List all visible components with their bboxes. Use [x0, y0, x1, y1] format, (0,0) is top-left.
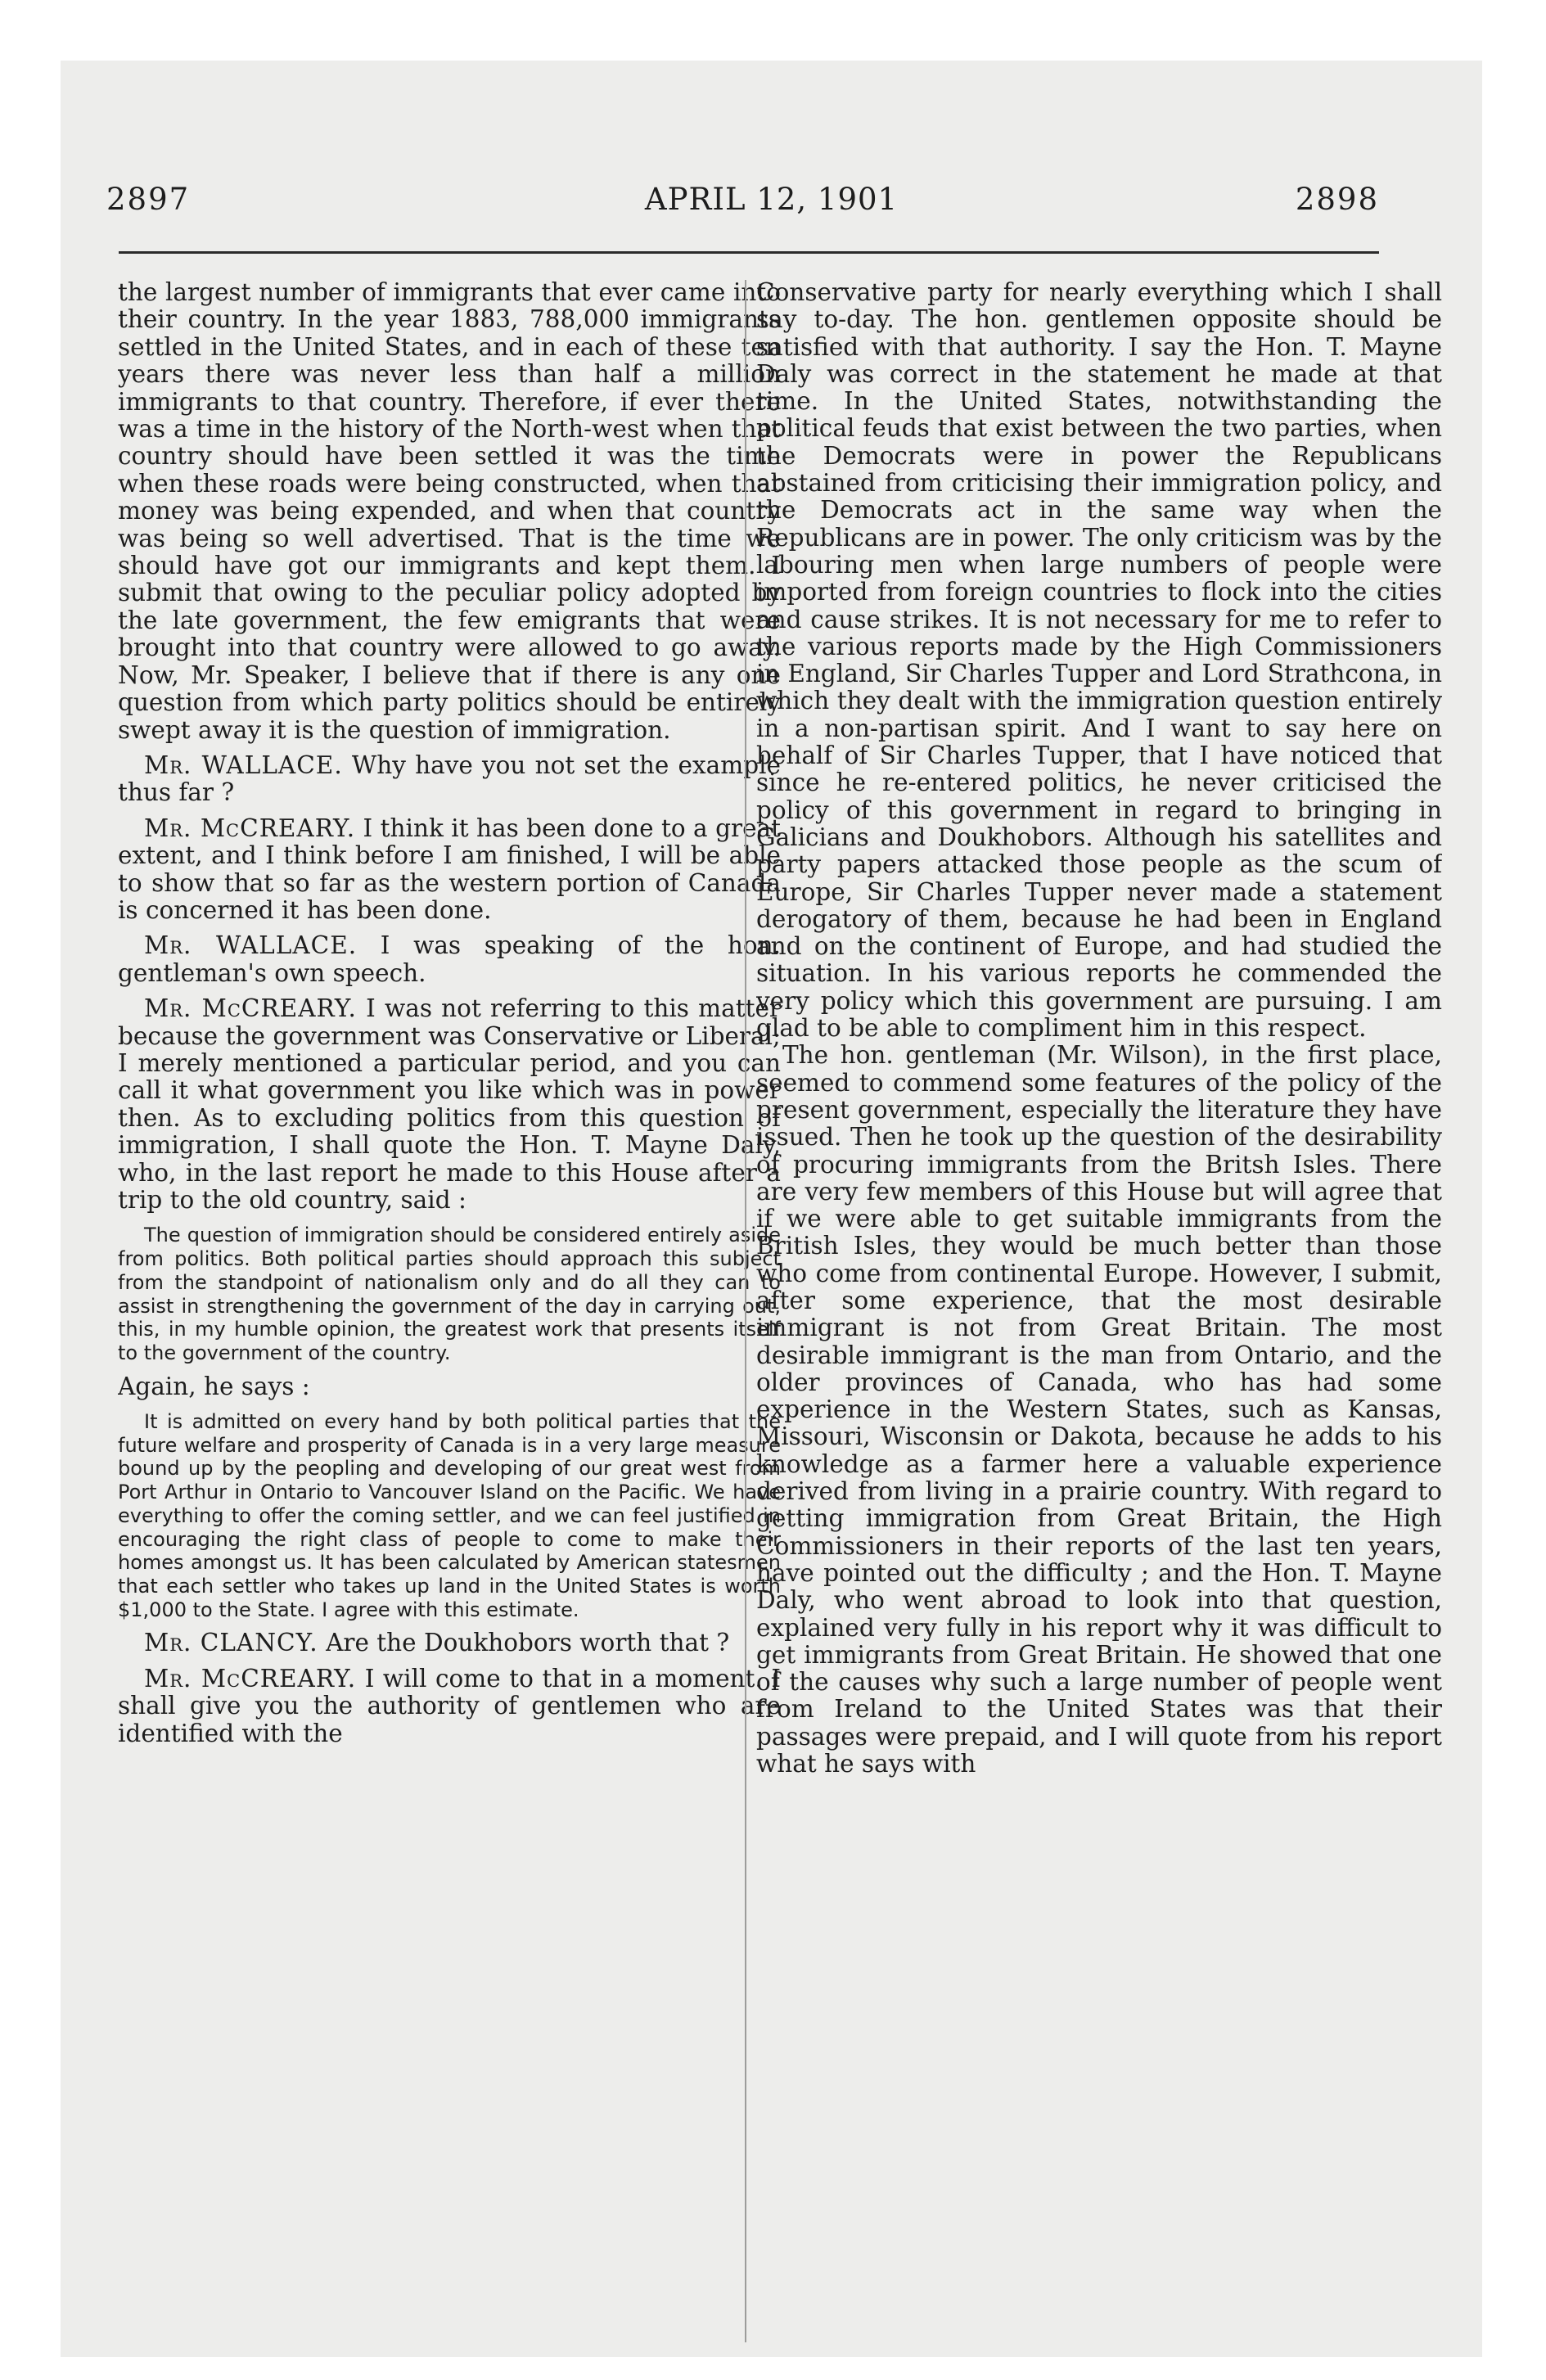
- paragraph: [756, 279, 1442, 1042]
- speech-paragraph: [118, 815, 781, 925]
- paragraph-text: Why have you not set the example thus far ?: [118, 751, 781, 807]
- paragraph-text: I think it has been done to a great extent, and I think before I am finished, I will be able to show that so far as the western portion of Canada is concerned it has been done.: [118, 814, 781, 924]
- paragraph-text: I was speaking of the hon. gentleman's own speech.: [118, 931, 781, 987]
- speaker-name: Mr. WALLACE.: [144, 931, 358, 960]
- speaker-name: Mr. McCREARY.: [144, 994, 357, 1023]
- left-column: [118, 279, 781, 1747]
- speaker-name: Mr. McCREARY.: [144, 814, 356, 842]
- scanned-page: [61, 61, 1482, 2357]
- header-rule: [119, 251, 1379, 254]
- paragraph: [118, 279, 781, 744]
- page-number-left: 2897: [106, 182, 191, 217]
- speaker-name: Mr. WALLACE.: [144, 751, 343, 779]
- paragraph-text: Conservative party for nearly everything which I shall say to-day. The hon. gentlemen opposite should be satisfied with that authority. I say the Hon. T. Mayne Daly was correct in the statement he made at that time. In the United States, notwithstanding the political feuds that exist between the two parties, when the Democrats were in power the Republicans abstained from criticising their immigration policy, and the Democrats act in the same way when the Republicans are in power. The only criticism was by the labouring men when large numbers of people were imported from foreign countries to flock into the cities and cause strikes. It is not necessary for me to refer to the various reports made by the High Commissioners in England, Sir Charles Tupper and Lord Strathcona, in which they dealt with the immigration question entirely in a non-partisan spirit. And I want to say here on behalf of Sir Charles Tupper, that I have noticed that since he re-entered politics, he never criticised the policy of this government in regard to bringing in Galicians and Doukhobors. Although his satellites and party papers attacked those people as the scum of Europe, Sir Charles Tupper never made a statement derogatory of them, because he had been in England and on the continent of Europe, and had studied the situation. In his various reports he commended the very policy which this government are pursuing. I am glad to be able to compliment him in this respect.: [756, 279, 1442, 1043]
- column-divider: [745, 280, 746, 2342]
- speech-paragraph: [118, 752, 781, 807]
- speech-paragraph: [118, 1666, 781, 1747]
- paragraph-text: Are the Doukhobors worth that ?: [326, 1629, 730, 1657]
- block-quote: It is admitted on every hand by both political parties that the future welfare and prosperity of Canada is in a very large measure bound up by the peopling and developing of our great west from Port Arthur in Ontario to Vancouver Island on the Pacific. We have everything to offer the coming settler, and we can feel justified in encouraging the right class of people to come to make their homes amongst us. It has been calculated by American statesmen that each settler who takes up land in the United States is worth $1,000 to the State. I agree with this estimate.: [118, 1410, 781, 1621]
- paragraph: [756, 1042, 1442, 1778]
- page-number-right: 2898: [1295, 182, 1379, 217]
- page-date-header: APRIL 12, 1901: [644, 182, 899, 217]
- speaker-name: Mr. McCREARY.: [144, 1664, 357, 1693]
- speaker-name: Mr. CLANCY.: [144, 1629, 318, 1657]
- right-column: [756, 279, 1442, 1778]
- paragraph-text: the largest number of immigrants that ever came into their country. In the year 1883, 788,000 immigrants settled in the United States, and in each of these ten years there was never less than half a million immigrants to that country. Therefore, if ever there was a time in the history of the North-west when that country should have been settled it was the time when these roads were being constructed, when that money was being expended, and when that country was being so well advertised. That is the time we should have got our immigrants and kept them. I submit that owing to the peculiar policy adopted by the late government, the few emigrants that were brought into that country were allowed to go away. Now, Mr. Speaker, I believe that if there is any one question from which party politics should be entirely swept away it is the question of immigration.: [118, 279, 781, 744]
- block-quote: The question of immigration should be considered entirely aside from politics. Both political parties should approach this subject from the standpoint of nationalism only and do all they can to assist in strengthening the government of the day in carrying out, this, in my humble opinion, the greatest work that presents itself to the government of the country.: [118, 1224, 781, 1364]
- speech-paragraph: [118, 995, 781, 1214]
- paragraph-text: I was not referring to this matter because the government was Conservative or Liberal; I merely mentioned a particular period, and you can call it what government you like which was in power then. As to excluding politics from this question of immigration, I shall quote the Hon. T. Mayne Daly, who, in the last report he made to this House after a trip to the old country, said :: [118, 994, 781, 1214]
- paragraph-text: The hon. gentleman (Mr. Wilson), in the first place, seemed to commend some features of the policy of the present government, especially the literature they have issued. Then he took up the question of the desirability of procuring immigrants from the Britsh Isles. There are very few members of this House but will agree that if we were able to get suitable immigrants from the British Isles, they would be much better than those who come from continental Europe. However, I submit, after some experience, that the most desirable immigrant is not from Great Britain. The most desirable immigrant is the man from Ontario, and the older provinces of Canada, who has had some experience in the Western States, such as Kansas, Missouri, Wisconsin or Dakota, because he adds to his knowledge as a farmer here a valuable experience derived from living in a prairie country. With regard to getting immigration from Great Britain, the High Commissioners in their reports of the last ten years, have pointed out the difficulty ; and the Hon. T. Mayne Daly, who went abroad to look into that question, explained very fully in his report why it was difficult to get immigrants from Great Britain. He showed that one of the causes why such a large number of people went from Ireland to the United States was that their passages were prepaid, and I will quote from his report what he says with: [756, 1041, 1442, 1778]
- speech-paragraph: [118, 932, 781, 987]
- paragraph-text: Again, he says :: [118, 1372, 310, 1400]
- speech-paragraph: [118, 1629, 781, 1657]
- paragraph: [118, 1373, 781, 1400]
- paragraph-text: I will come to that in a moment. I shall give you the authority of gentlemen who are identified with the: [118, 1664, 781, 1747]
